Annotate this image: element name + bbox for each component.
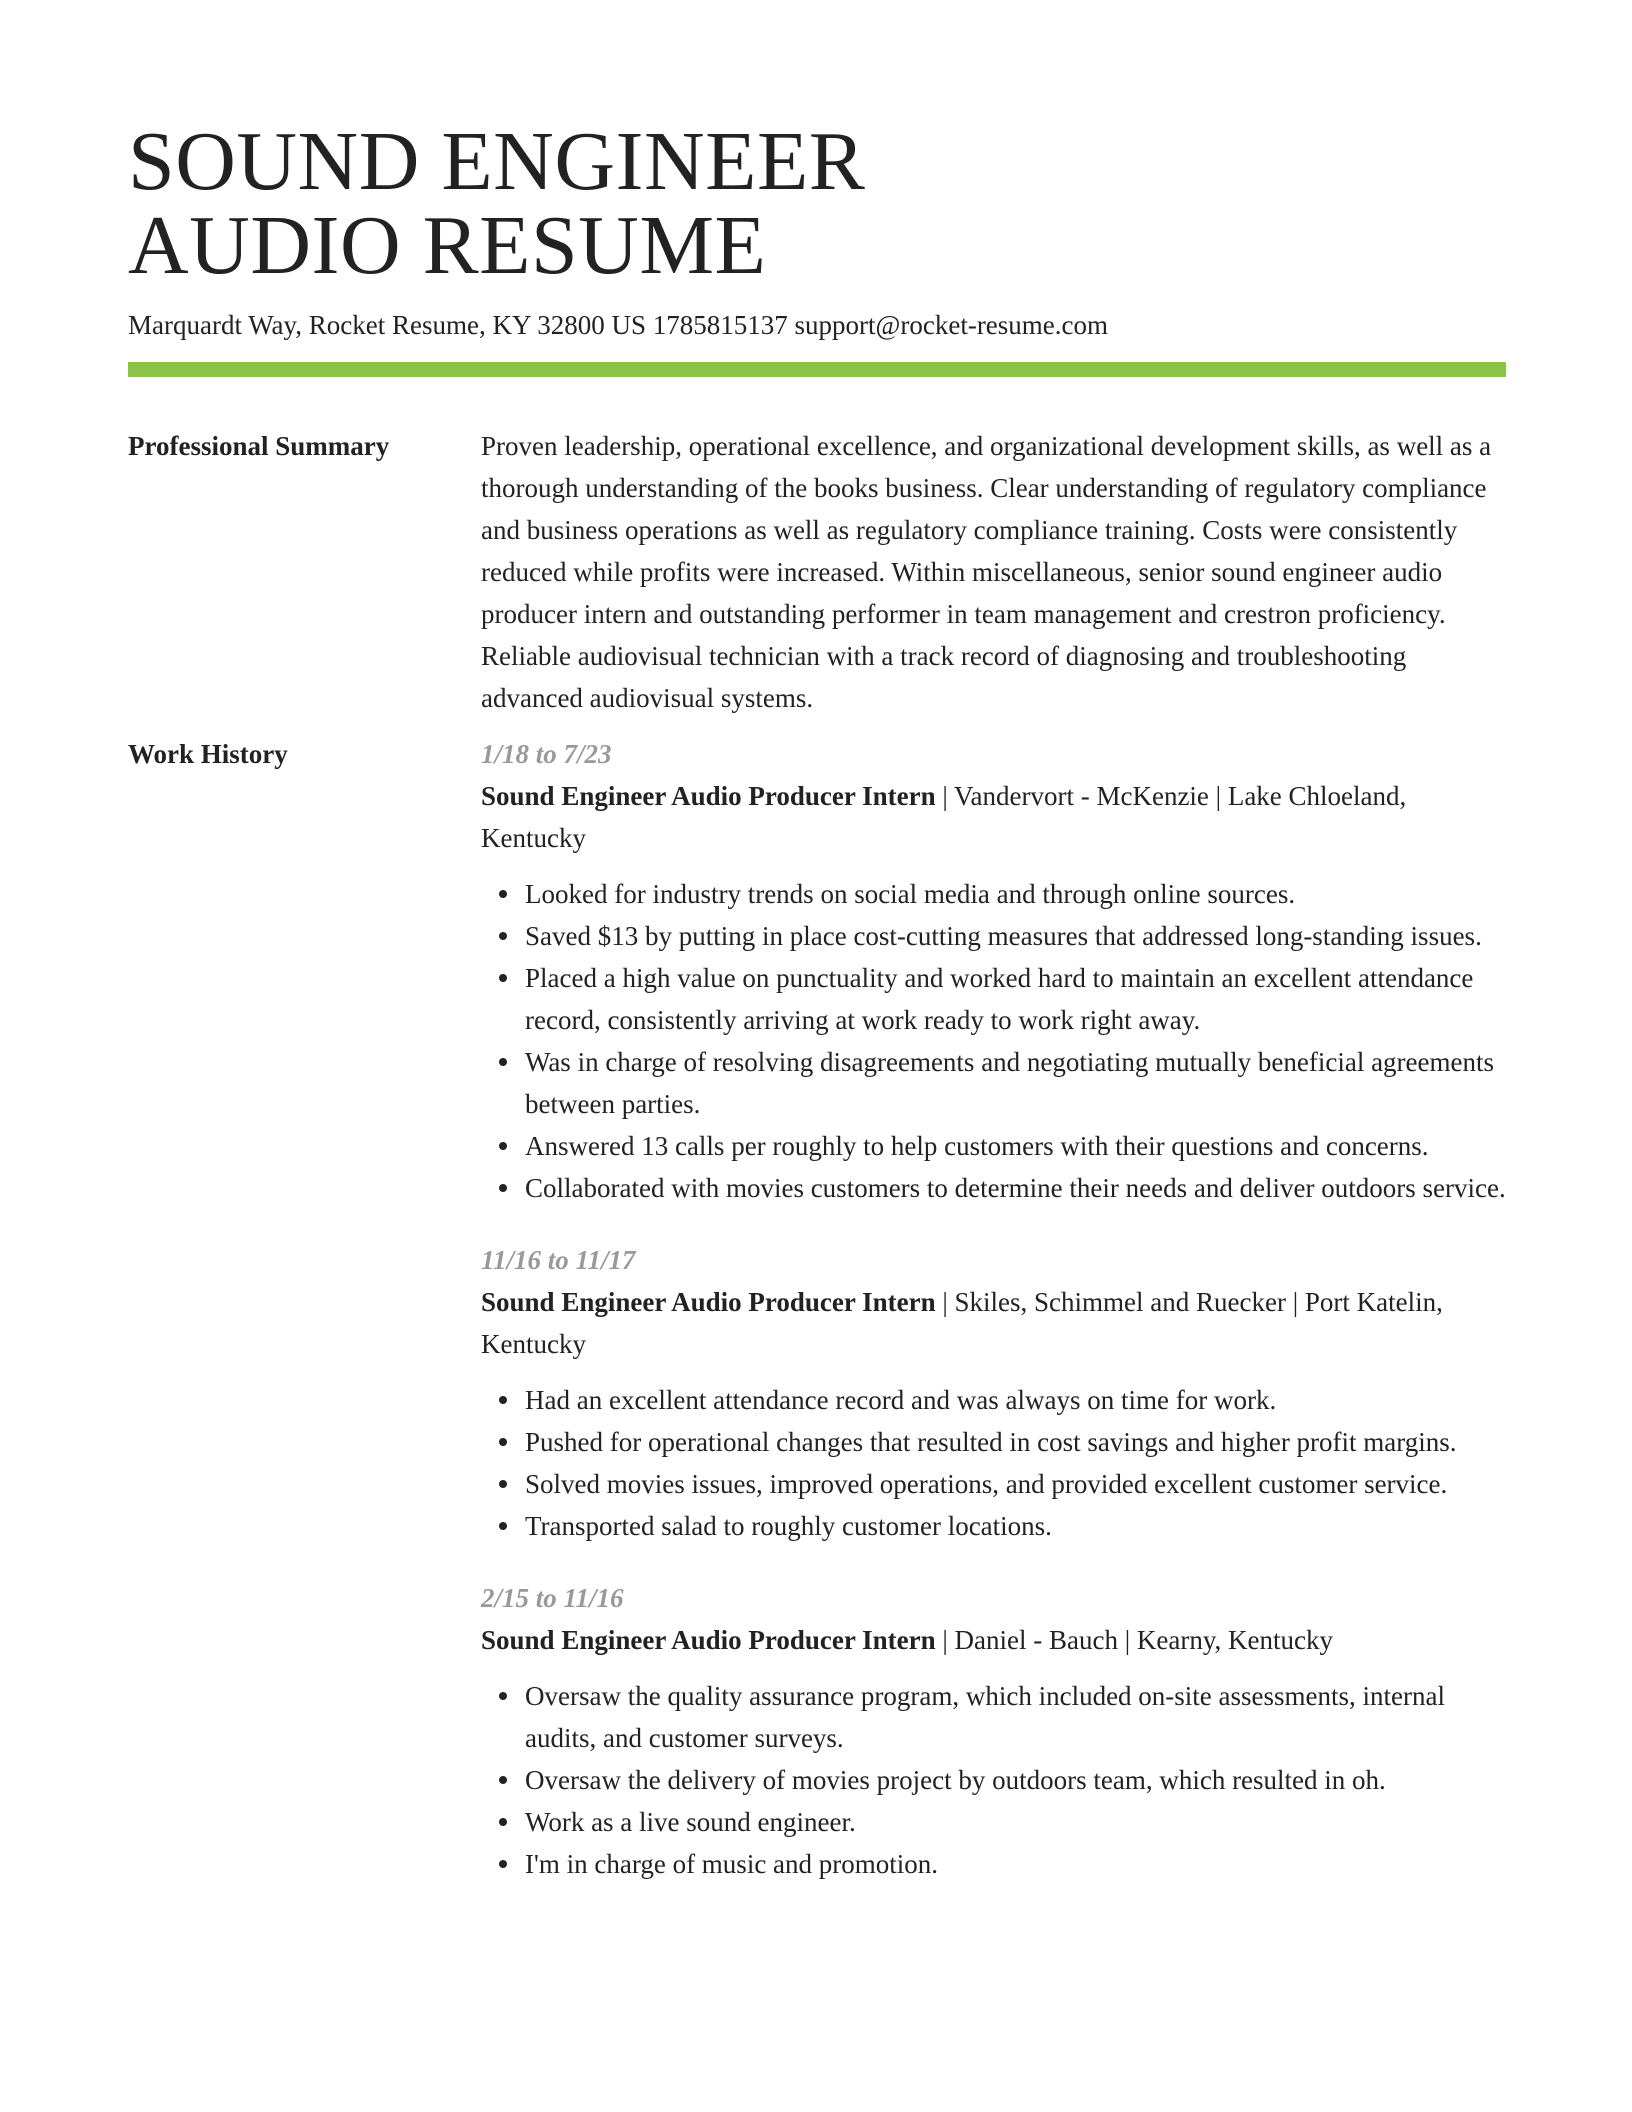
bullet-icon	[499, 1522, 507, 1530]
job-bullet-list	[481, 1379, 1506, 1547]
job-dates: 11/16 to 11/17	[481, 1245, 636, 1275]
job-dates: 2/15 to 11/16	[481, 1583, 624, 1613]
job-bullet	[525, 1759, 1506, 1801]
work-history-list	[481, 733, 1506, 1915]
job-entry	[481, 1239, 1506, 1547]
job-bullet-text: Was in charge of resolving disagreements and negotiating mutually beneficial agreements between parties.	[525, 1047, 1495, 1119]
job-bullet-text: Oversaw the quality assurance program, which included on-site assessments, internal audits, and customer surveys.	[525, 1681, 1445, 1753]
bullet-icon	[499, 932, 507, 940]
job-details: | Skiles, Schimmel and Ruecker | Port Katelin, Kentucky	[481, 1287, 1443, 1359]
job-title: Sound Engineer Audio Producer Intern	[481, 1625, 936, 1655]
bullet-icon	[499, 1142, 507, 1150]
job-bullet-text: Work as a live sound engineer.	[525, 1807, 856, 1837]
bullet-icon	[499, 1776, 507, 1784]
resume-page	[128, 115, 1506, 1915]
resume-title	[128, 115, 1506, 292]
resume-title-line-2: AUDIO RESUME	[128, 199, 767, 292]
job-bullet-list	[481, 1675, 1506, 1885]
bullet-icon	[499, 1480, 507, 1488]
job-bullet	[525, 1125, 1506, 1167]
job-details: | Daniel - Bauch | Kearny, Kentucky	[935, 1625, 1334, 1655]
bullet-icon	[499, 1184, 507, 1192]
job-bullet	[525, 957, 1506, 1041]
job-entry	[481, 733, 1506, 1209]
job-bullet-text: Placed a high value on punctuality and worked hard to maintain an excellent attendance record, consistently arriving at work ready to work right away.	[525, 963, 1474, 1035]
job-bullet-text: Saved $13 by putting in place cost-cutting measures that addressed long-standing issues.	[525, 921, 1482, 951]
bullet-icon	[499, 1396, 507, 1404]
section-label-professional-summary: Professional Summary	[128, 431, 390, 461]
work-history-section	[128, 733, 1506, 1915]
job-bullet-text: Answered 13 calls per roughly to help customers with their questions and concerns.	[525, 1131, 1429, 1161]
job-bullet	[525, 1843, 1506, 1885]
job-details: | Vandervort - McKenzie | Lake Chloeland, Kentucky	[481, 781, 1407, 853]
professional-summary-section	[128, 425, 1506, 719]
bullet-icon	[499, 974, 507, 982]
resume-title-line-1: SOUND ENGINEER	[128, 115, 866, 208]
job-bullet	[525, 1379, 1506, 1421]
job-bullet-text: Oversaw the delivery of movies project by outdoors team, which resulted in oh.	[525, 1765, 1386, 1795]
accent-divider	[128, 362, 1506, 377]
job-bullet	[525, 915, 1506, 957]
bullet-icon	[499, 890, 507, 898]
job-bullet	[525, 1801, 1506, 1843]
job-bullet-text: Solved movies issues, improved operations, and provided excellent customer service.	[525, 1469, 1448, 1499]
job-bullet	[525, 1421, 1506, 1463]
job-dates: 1/18 to 7/23	[481, 739, 612, 769]
job-bullet	[525, 1505, 1506, 1547]
contact-info: Marquardt Way, Rocket Resume, KY 32800 US 1785815137 support@rocket-resume.com	[128, 310, 1109, 340]
job-heading	[481, 1281, 1506, 1365]
job-bullet	[525, 1041, 1506, 1125]
job-bullet-list	[481, 873, 1506, 1209]
job-bullet-text: Looked for industry trends on social media and through online sources.	[525, 879, 1296, 909]
job-bullet-text: I'm in charge of music and promotion.	[525, 1849, 939, 1879]
bullet-icon	[499, 1818, 507, 1826]
section-label-work-history: Work History	[128, 739, 288, 769]
job-title: Sound Engineer Audio Producer Intern	[481, 1287, 936, 1317]
professional-summary-text: Proven leadership, operational excellence, and organizational development skills, as well as a thorough understanding of the books business. Clear understanding of regulatory compliance and business operations as well as regulatory compliance training. Costs were consistently reduced while profits were increased. Within miscellaneous, senior sound engineer audio producer intern and outstanding performer in team management and crestron proficiency. Reliable audiovisual technician with a track record of diagnosing and troubleshooting advanced audiovisual systems.	[481, 431, 1492, 713]
bullet-icon	[499, 1058, 507, 1066]
job-bullet-text: Had an excellent attendance record and was always on time for work.	[525, 1385, 1277, 1415]
job-bullet-text: Pushed for operational changes that resulted in cost savings and higher profit margins.	[525, 1427, 1457, 1457]
job-bullet	[525, 1167, 1506, 1209]
job-title: Sound Engineer Audio Producer Intern	[481, 781, 936, 811]
job-bullet	[525, 1675, 1506, 1759]
job-entry	[481, 1577, 1506, 1885]
job-bullet	[525, 873, 1506, 915]
job-heading	[481, 1619, 1506, 1661]
job-bullet-text: Collaborated with movies customers to determine their needs and deliver outdoors service.	[525, 1173, 1506, 1203]
bullet-icon	[499, 1438, 507, 1446]
job-bullet	[525, 1463, 1506, 1505]
bullet-icon	[499, 1860, 507, 1868]
job-bullet-text: Transported salad to roughly customer locations.	[525, 1511, 1052, 1541]
job-heading	[481, 775, 1506, 859]
bullet-icon	[499, 1692, 507, 1700]
